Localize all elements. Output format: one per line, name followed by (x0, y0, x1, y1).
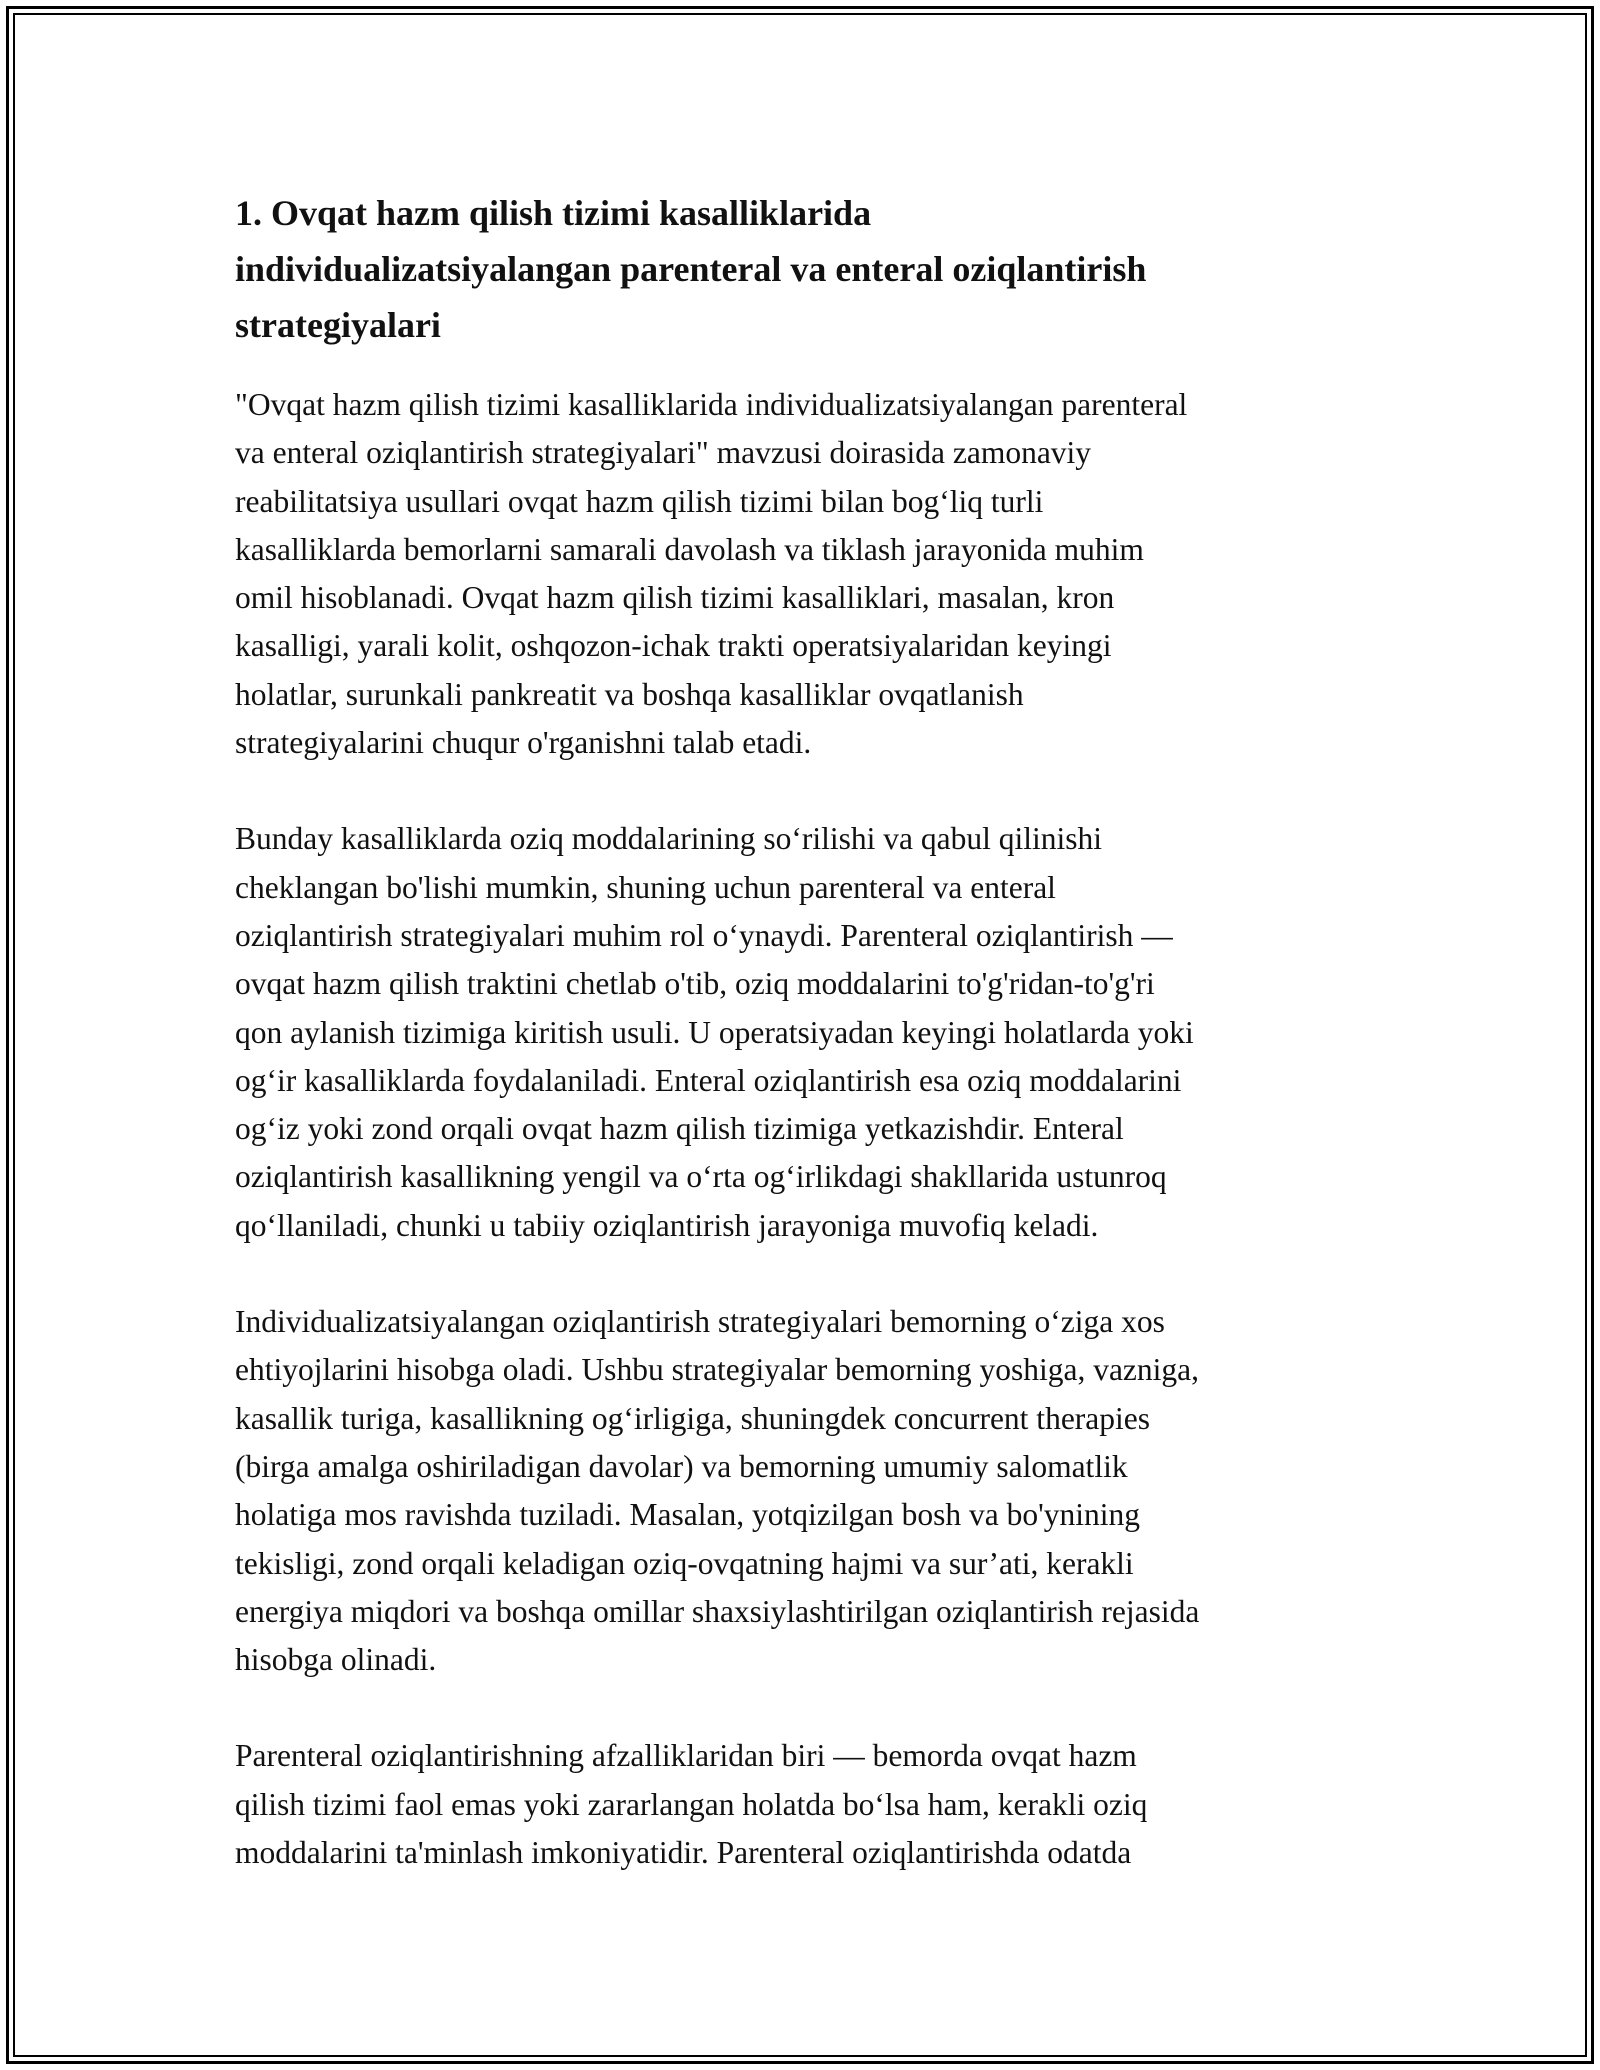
paragraph-3: Individualizatsiyalangan oziqlantirish strategiyalari bemorning o‘ziga xos ehtiyojlarini hisobga oladi. Ushbu strategiyalar bemorning yoshiga, vazniga, kasallik turiga, kasallikning og‘irligiga, shuningdek concurrent therapies (birga amalga oshiriladigan davolar) va bemorning umumiy salomatlik holatiga mos ravishda tuziladi. Masalan, yotqizilgan bosh va bo'ynining tekisligi, zond orqali keladigan oziq-ovqatning hajmi va sur’ati, kerakli energiya miqdori va boshqa omillar shaxsiylashtirilgan oziqlantirish rejasida hisobga olinadi. (235, 1304, 1200, 1678)
paragraph-1: "Ovqat hazm qilish tizimi kasalliklarida individualizatsiyalangan parenteral va enteral oziqlantirish strategiyalari" mavzusi doirasida zamonaviy reabilitatsiya usullari ovqat hazm qilish tizimi bilan bog‘liq turli kasalliklarda bemorlarni samarali davolash va tiklash jarayonida muhim omil hisoblanadi. Ovqat hazm qilish tizimi kasalliklari, masalan, kron kasalligi, yarali kolit, oshqozon-ichak trakti operatsiyalaridan keyingi holatlar, surunkali pankreatit va boshqa kasalliklar ovqatlanish strategiyalarini chuqur o'rganishni talab etadi. (235, 387, 1188, 761)
section-title: 1. Ovqat hazm qilish tizimi kasalliklarida individualizatsiyalangan parenteral va enteral oziqlantirish strategiyalari (235, 193, 1147, 345)
paragraph-2: Bunday kasalliklarda oziq moddalarining so‘rilishi va qabul qilinishi cheklangan bo'lishi mumkin, shuning uchun parenteral va enteral oziqlantirish strategiyalari muhim rol o‘ynaydi. Parenteral oziqlantirish — ovqat hazm qilish traktini chetlab o'tib, oziq moddalarini to'g'ridan-to'g'ri qon aylanish tizimiga kiritish usuli. U operatsiyadan keyingi holatlarda yoki og‘ir kasalliklarda foydalaniladi. Enteral oziqlantirish esa oziq moddalarini og‘iz yoki zond orqali ovqat hazm qilish tizimiga yetkazishdir. Enteral oziqlantirish kasallikning yengil va o‘rta og‘irlikdagi shakllarida ustunroq qo‘llaniladi, chunki u tabiiy oziqlantirish jarayoniga muvofiq keladi. (235, 821, 1194, 1243)
document-body (235, 185, 1365, 1925)
paragraph-4: Parenteral oziqlantirishning afzalliklaridan biri — bemorda ovqat hazm qilish tizimi faol emas yoki zararlangan holatda bo‘lsa ham, kerakli oziq moddalarini ta'minlash imkoniyatidir. Parenteral oziqlantirishda odatda (235, 1738, 1148, 1871)
